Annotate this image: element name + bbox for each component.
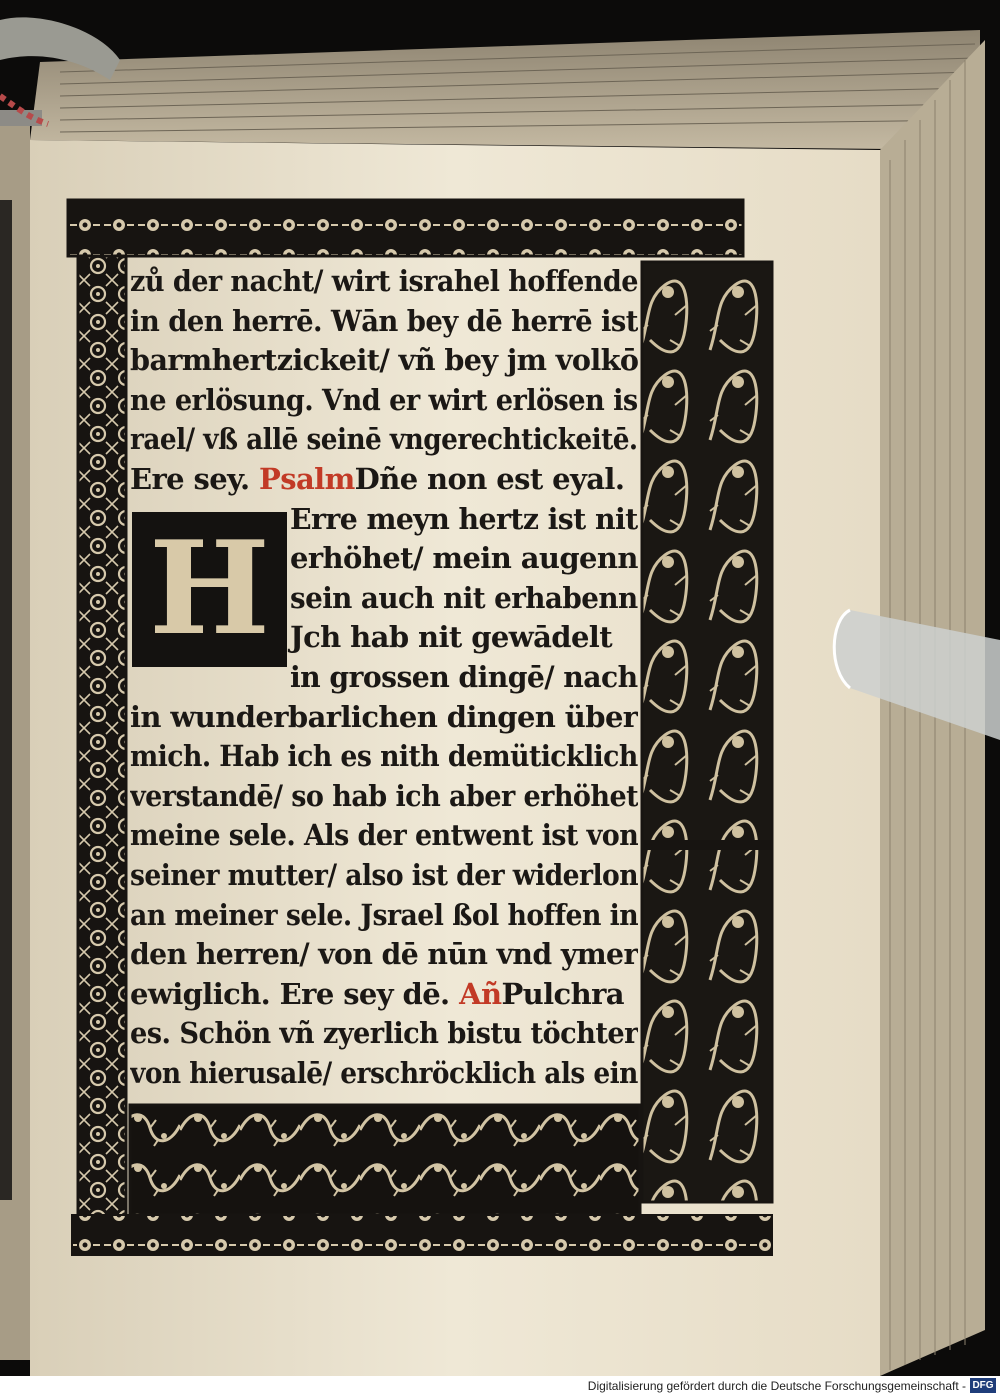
text-line [130,737,638,775]
text-line [130,460,624,498]
rubric: Añ [459,976,502,1011]
line-text: Jch hab nit gewādelt [290,620,613,655]
text-line [130,935,638,973]
text-line [130,1014,638,1052]
line-text: barmhertzickeit/ vñ bey jm volkō [130,343,638,378]
text-line [130,341,638,379]
footer-bar [0,1376,1000,1396]
line-text: ewiglich. Ere sey dē. [130,976,450,1011]
text-line [130,381,638,419]
text-line [130,896,638,934]
line-text: in grossen dingē/ nach [290,660,638,694]
line-text: mich. Hab ich es nith demüticklich [130,739,638,774]
line-text: von hierusalē/ erschröcklich als ein [130,1056,638,1090]
text-line [290,500,638,538]
text-line [130,975,624,1013]
line-text: in den herrē. Wān bey dē herrē ist [130,303,638,338]
line-text: meine sele. Als der entwent ist von [130,818,638,853]
text-line [130,302,638,340]
line-text: seiner mutter/ also ist der widerlon [130,858,638,892]
line-text: Ere sey. [130,462,250,496]
line-text: den herren/ von dē nūn vnd ymer [130,937,638,972]
footer-credit: Digitalisierung gefördert durch die Deutsche Forschungsgemeinschaft - [587,1379,966,1393]
text-line [290,579,638,617]
text-line [130,698,637,736]
line-text-after: Dñe non est eyal. [354,462,625,496]
line-text: rael/ vß allē seinē vngerechtickeitē. [130,422,638,457]
line-text: verstandē/ so hab ich aber erhöhet [130,778,638,813]
text-line [290,658,638,696]
decorated-initial [132,512,287,667]
line-text-after: Pulchra [501,976,624,1011]
line-text: sein auch nit erhabenn [290,580,638,615]
line-text: ne erlösung. Vnd er wirt erlösen is [130,382,638,417]
text-line [290,618,612,656]
text-line [130,262,638,300]
text-block [130,262,638,1102]
text-line [130,856,638,894]
initial-letter: H [149,514,270,664]
rubric: Psalm [259,462,355,496]
line-text: an meiner sele. Jsrael ßol hoffen in [130,897,638,932]
line-text: in wunderbarlichen dingen über [130,699,638,734]
text-line [130,1054,638,1092]
line-text: erhöhet/ mein augenn [290,541,638,576]
text-line [130,777,638,815]
text-line [130,816,638,854]
line-text: es. Schön vñ zyerlich bistu töchter [130,1016,638,1051]
dfg-logo: DFG [970,1378,996,1393]
line-text: zů der nacht/ wirt israhel hoffende [130,264,638,298]
line-text: Erre meyn hertz ist nit [290,501,638,536]
text-line [130,420,638,458]
text-line [290,539,638,577]
